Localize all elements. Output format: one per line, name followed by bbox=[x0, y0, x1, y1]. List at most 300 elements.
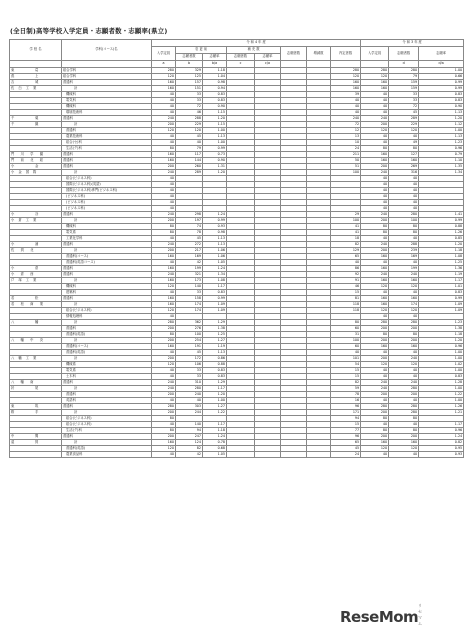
row-prev-rate: 0.88 bbox=[419, 224, 464, 230]
row-capacity: 160 bbox=[152, 440, 176, 446]
row-course: 工業化学科 bbox=[62, 236, 152, 242]
row-prev-applicants: 80 bbox=[389, 332, 419, 338]
row-prev-rate: 1.34 bbox=[419, 170, 464, 176]
row-prev-rate: 1.36 bbox=[419, 266, 464, 272]
row-prev-capacity: 240 bbox=[361, 386, 389, 392]
row-capacity: 40 bbox=[152, 176, 176, 182]
header-increase: 増減数 bbox=[307, 47, 331, 61]
row-capacity: 40 bbox=[152, 206, 176, 212]
row-prev-rate: 1.17 bbox=[419, 422, 464, 428]
row-school: 東 葛 bbox=[10, 68, 62, 74]
row-internal: 40 bbox=[331, 98, 361, 104]
row-prev-capacity: 40 bbox=[361, 368, 389, 374]
row-applicants: 310 bbox=[176, 380, 203, 386]
row-internal: 51 bbox=[331, 164, 361, 170]
table-header bbox=[10, 40, 464, 68]
row-prev-capacity: 120 bbox=[361, 362, 389, 368]
row-applicant-count bbox=[281, 452, 307, 458]
row-capacity: 200 bbox=[152, 392, 176, 398]
row-rate: 1.13 bbox=[203, 242, 227, 248]
row-capacity: 240 bbox=[152, 170, 176, 176]
row-capacity: 40 bbox=[152, 98, 176, 104]
row-capacity: 40 bbox=[152, 140, 176, 146]
row-prev-applicants: 160 bbox=[389, 278, 419, 284]
row-capacity: 40 bbox=[152, 134, 176, 140]
row-prev-rate: 1.00 bbox=[419, 368, 464, 374]
row-internal: 13 bbox=[331, 134, 361, 140]
row-school: 小 倉 工 業 bbox=[10, 218, 62, 224]
header-course: 学科(コース)名 bbox=[62, 40, 152, 61]
row-prev-applicants: 159 bbox=[389, 86, 419, 92]
row-prev-capacity: 160 bbox=[361, 302, 389, 308]
row-rate: 1.24 bbox=[203, 212, 227, 218]
row-prev-applicants: 159 bbox=[389, 80, 419, 86]
row-prev-capacity: 160 bbox=[361, 86, 389, 92]
row-internal: 118 bbox=[331, 308, 361, 314]
row-course: 普通科 bbox=[62, 404, 152, 410]
row-course: 計 bbox=[62, 410, 152, 416]
row-course: 普通科(英語) bbox=[62, 350, 152, 356]
row-course: 普通科(コース) bbox=[62, 344, 152, 350]
row-rate: 1.09 bbox=[203, 308, 227, 314]
row-internal: 24 bbox=[331, 146, 361, 152]
row-applicants: 140 bbox=[176, 284, 203, 290]
row-capacity: 280 bbox=[152, 320, 176, 326]
row-prev-capacity: 200 bbox=[361, 392, 389, 398]
row-prev-capacity: 200 bbox=[361, 434, 389, 440]
row-internal: 78 bbox=[331, 392, 361, 398]
row-applicants: 289 bbox=[176, 170, 203, 176]
row-capacity: 40 bbox=[152, 182, 176, 188]
row-course: 普通科(英語) bbox=[62, 446, 152, 452]
row-applicants: 173 bbox=[176, 278, 203, 284]
row-prev-capacity: 160 bbox=[361, 344, 389, 350]
row-applicants: 321 bbox=[176, 272, 203, 278]
row-prev-applicants: 40 bbox=[389, 188, 419, 194]
row-prev-rate: 1.19 bbox=[419, 272, 464, 278]
header-school: 学 校 名 bbox=[10, 40, 62, 61]
row-rate: 1.06 bbox=[203, 254, 227, 260]
row-prev-rate: 1.09 bbox=[419, 302, 464, 308]
row-prev-rate: 1.24 bbox=[419, 434, 464, 440]
row-prev-capacity: 80 bbox=[361, 224, 389, 230]
row-school: 小 浦 bbox=[10, 242, 62, 248]
row-prev-applicants: 240 bbox=[389, 356, 419, 362]
row-capacity: 40 bbox=[152, 110, 176, 116]
row-prev-rate: 0.82 bbox=[419, 440, 464, 446]
row-internal: 120 bbox=[331, 74, 361, 80]
row-applicants: 82 bbox=[176, 446, 203, 452]
row-prev-rate: 1.26 bbox=[419, 230, 464, 236]
row-internal: 45 bbox=[331, 446, 361, 452]
row-internal: 15 bbox=[331, 290, 361, 296]
row-rate: 1.08 bbox=[203, 278, 227, 284]
row-applicants: 254 bbox=[176, 338, 203, 344]
row-prev-applicants: 174 bbox=[389, 302, 419, 308]
row-prev-capacity: 240 bbox=[361, 170, 389, 176]
row-internal: 10 bbox=[331, 140, 361, 146]
row-course: 計 bbox=[62, 218, 152, 224]
row-prev-capacity: 40 bbox=[361, 188, 389, 194]
row-prev-capacity: 40 bbox=[361, 92, 389, 98]
row-school: 小 金 bbox=[10, 164, 62, 170]
row-course: 総合(セ)科 bbox=[62, 140, 152, 146]
row-prev-applicants: 120 bbox=[389, 128, 419, 134]
row-course: (ビジネス科) bbox=[62, 200, 152, 206]
row-course: 機械科 bbox=[62, 224, 152, 230]
row-prev-rate: 0.83 bbox=[419, 98, 464, 104]
row-applicants: 45 bbox=[176, 350, 203, 356]
row-capacity: 240 bbox=[152, 212, 176, 218]
row-capacity: 160 bbox=[152, 86, 176, 92]
row-rate: 0.83 bbox=[203, 98, 227, 104]
row-capacity: 80 bbox=[152, 416, 176, 422]
row-rate: 0.73 bbox=[203, 152, 227, 158]
row-capacity: 120 bbox=[152, 74, 176, 80]
row-prev-capacity: 40 bbox=[361, 290, 389, 296]
row-rate: 1.13 bbox=[203, 236, 227, 242]
header-internal: 内定者数 bbox=[331, 47, 361, 61]
row-prev-rate: 1.25 bbox=[419, 260, 464, 266]
row-prev-rate: 0.99 bbox=[419, 80, 464, 86]
row-capacity: 200 bbox=[152, 164, 176, 170]
row-rate: 1.05 bbox=[203, 452, 227, 458]
row-capacity: 200 bbox=[152, 122, 176, 128]
row-rate: 0.90 bbox=[203, 104, 227, 110]
row-prev-capacity: 200 bbox=[361, 164, 389, 170]
row-prev-applicants: 40 bbox=[389, 452, 419, 458]
unit-ba: b/a bbox=[203, 61, 227, 68]
row-prev-applicants: 80 bbox=[389, 416, 419, 422]
row-course: 計 bbox=[62, 86, 152, 92]
row-prev-capacity: 80 bbox=[361, 332, 389, 338]
row-capacity: 160 bbox=[152, 266, 176, 272]
row-applicants: 199 bbox=[176, 266, 203, 272]
header-rate-ba: 志願率 bbox=[203, 54, 227, 61]
row-internal: 29 bbox=[331, 212, 361, 218]
row-course: 普通科 bbox=[62, 434, 152, 440]
row-course: 計 bbox=[62, 248, 152, 254]
row-prev-capacity: 40 bbox=[361, 260, 389, 266]
row-prev-rate: 1.23 bbox=[419, 140, 464, 146]
row-internal: 96 bbox=[331, 434, 361, 440]
row-prev-applicants: 240 bbox=[389, 272, 419, 278]
row-course: 総合(ビジネス科) bbox=[62, 176, 152, 182]
row-prev-rate: 0.93 bbox=[419, 452, 464, 458]
row-internal: 160 bbox=[331, 80, 361, 86]
row-school: 門 川 学 園 bbox=[10, 152, 62, 158]
row-capacity: 280 bbox=[152, 68, 176, 74]
row-school: 小 金 国 際 bbox=[10, 170, 62, 176]
row-prev-applicants: 33 bbox=[389, 98, 419, 104]
row-prev-applicants: 40 bbox=[389, 422, 419, 428]
row-rate: 0.99 bbox=[203, 218, 227, 224]
row-capacity: 40 bbox=[152, 452, 176, 458]
row-prev-applicants: 80 bbox=[389, 146, 419, 152]
row-course: 計 bbox=[62, 170, 152, 176]
row-prev-capacity: 40 bbox=[361, 176, 389, 182]
row-course: 普通科 bbox=[62, 128, 152, 134]
row-school: 千 織 bbox=[10, 122, 62, 128]
row-prev-applicants: 45 bbox=[389, 110, 419, 116]
row-course: 計 bbox=[62, 338, 152, 344]
row-applicants: 158 bbox=[176, 296, 203, 302]
row-prev-capacity: 240 bbox=[361, 212, 389, 218]
row-prev-capacity: 280 bbox=[361, 404, 389, 410]
row-prev-rate: 0.96 bbox=[419, 146, 464, 152]
row-prev-rate: 0.79 bbox=[419, 152, 464, 158]
row-prev-capacity: 160 bbox=[361, 254, 389, 260]
row-capacity: 40 bbox=[152, 422, 176, 428]
row-capacity: 160 bbox=[152, 344, 176, 350]
row-capacity: 40 bbox=[152, 236, 176, 242]
row-prev-applicants: 120 bbox=[389, 446, 419, 452]
row-school bbox=[10, 452, 62, 458]
row-prev-rate: 1.21 bbox=[419, 410, 464, 416]
row-prev-capacity: 120 bbox=[361, 446, 389, 452]
row-rate: 1.15 bbox=[203, 122, 227, 128]
row-prev-capacity: 200 bbox=[361, 326, 389, 332]
row-prev-capacity: 200 bbox=[361, 356, 389, 362]
row-capacity: 80 bbox=[152, 224, 176, 230]
row-internal: 94 bbox=[331, 416, 361, 422]
row-course: 計 bbox=[62, 320, 152, 326]
row-prev-capacity: 160 bbox=[361, 158, 389, 164]
row-rate: 1.13 bbox=[203, 134, 227, 140]
unit-d: d bbox=[389, 61, 419, 68]
row-prev-applicants: 229 bbox=[389, 122, 419, 128]
row-prev-capacity: 40 bbox=[361, 422, 389, 428]
row-rate: 1.17 bbox=[203, 284, 227, 290]
row-supp-rate bbox=[255, 452, 281, 458]
row-prev-rate: 1.01 bbox=[419, 284, 464, 290]
row-course: 計 bbox=[62, 278, 152, 284]
row-prev-capacity: 40 bbox=[361, 374, 389, 380]
row-prev-capacity: 200 bbox=[361, 410, 389, 416]
row-rate: 1.04 bbox=[203, 74, 227, 80]
row-school: 遠 賀 bbox=[10, 440, 62, 446]
row-prev-applicants: 239 bbox=[389, 248, 419, 254]
row-capacity: 80 bbox=[152, 230, 176, 236]
row-course: 生活(デ)科 bbox=[62, 428, 152, 434]
row-prev-capacity: 240 bbox=[361, 380, 389, 386]
row-applicants: 197 bbox=[176, 218, 203, 224]
row-internal: 101 bbox=[331, 356, 361, 362]
row-course: 普通科 bbox=[62, 242, 152, 248]
row-course: 土木科 bbox=[62, 374, 152, 380]
row-applicants: 280 bbox=[176, 386, 203, 392]
row-rate: 0.78 bbox=[203, 440, 227, 446]
row-internal: 60 bbox=[331, 344, 361, 350]
row-course: (ビジネス科) bbox=[62, 194, 152, 200]
row-internal: 41 bbox=[331, 224, 361, 230]
row-rate: 0.94 bbox=[203, 86, 227, 92]
row-prev-rate: 1.09 bbox=[419, 308, 464, 314]
row-capacity: 160 bbox=[152, 302, 176, 308]
row-applicants: 33 bbox=[176, 290, 203, 296]
row-school: 燕 上 bbox=[10, 74, 62, 80]
row-prev-rate: 1.13 bbox=[419, 110, 464, 116]
row-prev-rate: 0.99 bbox=[419, 296, 464, 302]
row-course: 普通科 bbox=[62, 80, 152, 86]
row-applicants: 120 bbox=[176, 128, 203, 134]
unit-c: c bbox=[227, 61, 255, 68]
row-prev-applicants: 79 bbox=[389, 74, 419, 80]
header-year-current: 令 和 4 年 度 bbox=[152, 40, 361, 47]
row-applicants: 42 bbox=[176, 452, 203, 458]
row-course: 普通科 bbox=[62, 266, 152, 272]
row-capacity: 160 bbox=[152, 254, 176, 260]
row-course: 普通科 bbox=[62, 296, 152, 302]
row-prev-capacity: 240 bbox=[361, 272, 389, 278]
row-school: 八 幡 中 央 bbox=[10, 338, 62, 344]
row-prev-rate: 1.00 bbox=[419, 350, 464, 356]
row-rate: 0.93 bbox=[203, 224, 227, 230]
row-internal: 15 bbox=[331, 422, 361, 428]
row-prev-applicants: 40 bbox=[389, 368, 419, 374]
row-prev-rate: 0.85 bbox=[419, 236, 464, 242]
row-school: 門 前 北 総 bbox=[10, 158, 62, 164]
row-course: 普通科 bbox=[62, 380, 152, 386]
row-capacity: 40 bbox=[152, 104, 176, 110]
row-prev-rate: 0.99 bbox=[419, 218, 464, 224]
row-internal: 59 bbox=[331, 386, 361, 392]
row-prev-rate: 1.26 bbox=[419, 404, 464, 410]
row-course: 総合(ビジネス科) bbox=[62, 308, 152, 314]
row-rate: 1.17 bbox=[203, 386, 227, 392]
row-prev-rate: 1.18 bbox=[419, 248, 464, 254]
row-applicants: 169 bbox=[176, 254, 203, 260]
row-internal: 82 bbox=[331, 380, 361, 386]
header-supplement: 補 充 数 bbox=[227, 47, 281, 54]
row-applicants: 303 bbox=[176, 404, 203, 410]
row-prev-capacity: 40 bbox=[361, 236, 389, 242]
row-prev-capacity: 40 bbox=[361, 452, 389, 458]
row-prev-rate: 0.90 bbox=[419, 104, 464, 110]
row-course: 総合学科 bbox=[62, 74, 152, 80]
row-applicants: 151 bbox=[176, 86, 203, 92]
row-course: 計 bbox=[62, 356, 152, 362]
row-internal: 31 bbox=[331, 332, 361, 338]
row-applicants: 45 bbox=[176, 236, 203, 242]
row-rate: 1.29 bbox=[203, 320, 227, 326]
row-capacity: 200 bbox=[152, 248, 176, 254]
row-internal: 65 bbox=[331, 254, 361, 260]
row-course: 生活(デ)科 bbox=[62, 146, 152, 152]
row-rate: 1.09 bbox=[203, 302, 227, 308]
row-course: 電気系 bbox=[62, 368, 152, 374]
row-applicants: 40 bbox=[176, 140, 203, 146]
row-prev-applicants: 200 bbox=[389, 338, 419, 344]
row-prev-applicants: 160 bbox=[389, 344, 419, 350]
admissions-table-wrapper bbox=[9, 39, 463, 458]
row-prev-rate: 1.41 bbox=[419, 212, 464, 218]
row-applicants: 247 bbox=[176, 434, 203, 440]
row-prev-rate: 1.08 bbox=[419, 254, 464, 260]
row-capacity: 240 bbox=[152, 386, 176, 392]
row-prev-rate: 1.00 bbox=[419, 398, 464, 404]
logo-text: ReseMom bbox=[340, 608, 419, 626]
row-internal: 40 bbox=[331, 110, 361, 116]
row-prev-applicants: 40 bbox=[389, 290, 419, 296]
row-course: 国際(ビジネス科)(英語) bbox=[62, 182, 152, 188]
row-prev-applicants: 280 bbox=[389, 68, 419, 74]
row-prev-applicants: 200 bbox=[389, 326, 419, 332]
row-course: 農業技術科 bbox=[62, 134, 152, 140]
row-internal: 82 bbox=[331, 242, 361, 248]
row-rate: 1.18 bbox=[203, 68, 227, 74]
row-applicants: 329 bbox=[176, 68, 203, 74]
row-rate: 1.18 bbox=[203, 428, 227, 434]
row-prev-applicants: 80 bbox=[389, 230, 419, 236]
row-internal: 129 bbox=[331, 248, 361, 254]
row-applicants: 42 bbox=[176, 260, 203, 266]
row-applicants: 217 bbox=[176, 248, 203, 254]
header-applicants-b: 志願者数 bbox=[176, 54, 203, 61]
row-rate: 0.68 bbox=[203, 446, 227, 452]
row-capacity: 40 bbox=[152, 200, 176, 206]
header-prev-rate: 志願率 bbox=[419, 47, 464, 61]
row-rate: 1.31 bbox=[203, 164, 227, 170]
row-capacity: 240 bbox=[152, 116, 176, 122]
row-course: 計 bbox=[62, 122, 152, 128]
row-prev-applicants: 288 bbox=[389, 242, 419, 248]
row-applicants: 240 bbox=[176, 392, 203, 398]
row-prev-applicants: 40 bbox=[389, 200, 419, 206]
row-prev-capacity: 40 bbox=[361, 350, 389, 356]
row-internal: 12 bbox=[331, 128, 361, 134]
row-prev-capacity: 120 bbox=[361, 128, 389, 134]
row-rate: 0.99 bbox=[203, 146, 227, 152]
row-applicants: 94 bbox=[176, 428, 203, 434]
row-applicants: 144 bbox=[176, 158, 203, 164]
row-internal: 100 bbox=[331, 170, 361, 176]
row-prev-applicants: 40 bbox=[389, 236, 419, 242]
row-prev-rate: 1.00 bbox=[419, 128, 464, 134]
row-capacity: 40 bbox=[152, 260, 176, 266]
row-prev-capacity: 120 bbox=[361, 308, 389, 314]
row-prev-applicants: 120 bbox=[389, 362, 419, 368]
row-rate: 1.25 bbox=[203, 332, 227, 338]
row-school: 八 幡 bbox=[10, 320, 62, 326]
row-prev-capacity: 200 bbox=[361, 218, 389, 224]
admissions-table bbox=[9, 39, 464, 458]
row-capacity: 200 bbox=[152, 356, 176, 362]
row-course: 機械科 bbox=[62, 284, 152, 290]
row-prev-applicants: 80 bbox=[389, 224, 419, 230]
row-capacity: 40 bbox=[152, 194, 176, 200]
row-capacity: 200 bbox=[152, 326, 176, 332]
row-rate: 1.34 bbox=[203, 272, 227, 278]
row-course: 電気系 bbox=[62, 230, 152, 236]
unit-b: b bbox=[176, 61, 203, 68]
row-prev-capacity: 40 bbox=[361, 134, 389, 140]
row-rate: 1.00 bbox=[203, 140, 227, 146]
row-course: 普通科 bbox=[62, 272, 152, 278]
row-prev-applicants: 40 bbox=[389, 182, 419, 188]
row-prev-capacity: 40 bbox=[361, 194, 389, 200]
row-school: 佐 白 工 業 bbox=[10, 86, 62, 92]
row-applicants: 174 bbox=[176, 302, 203, 308]
row-prev-applicants: 120 bbox=[389, 284, 419, 290]
row-school: 佐 賀 北 bbox=[10, 248, 62, 254]
row-internal: 77 bbox=[331, 428, 361, 434]
row-capacity: 160 bbox=[152, 152, 176, 158]
row-prev-applicants: 169 bbox=[389, 254, 419, 260]
row-prev-applicants: 40 bbox=[389, 374, 419, 380]
row-capacity: 40 bbox=[152, 92, 176, 98]
row-prev-rate: 1.13 bbox=[419, 134, 464, 140]
